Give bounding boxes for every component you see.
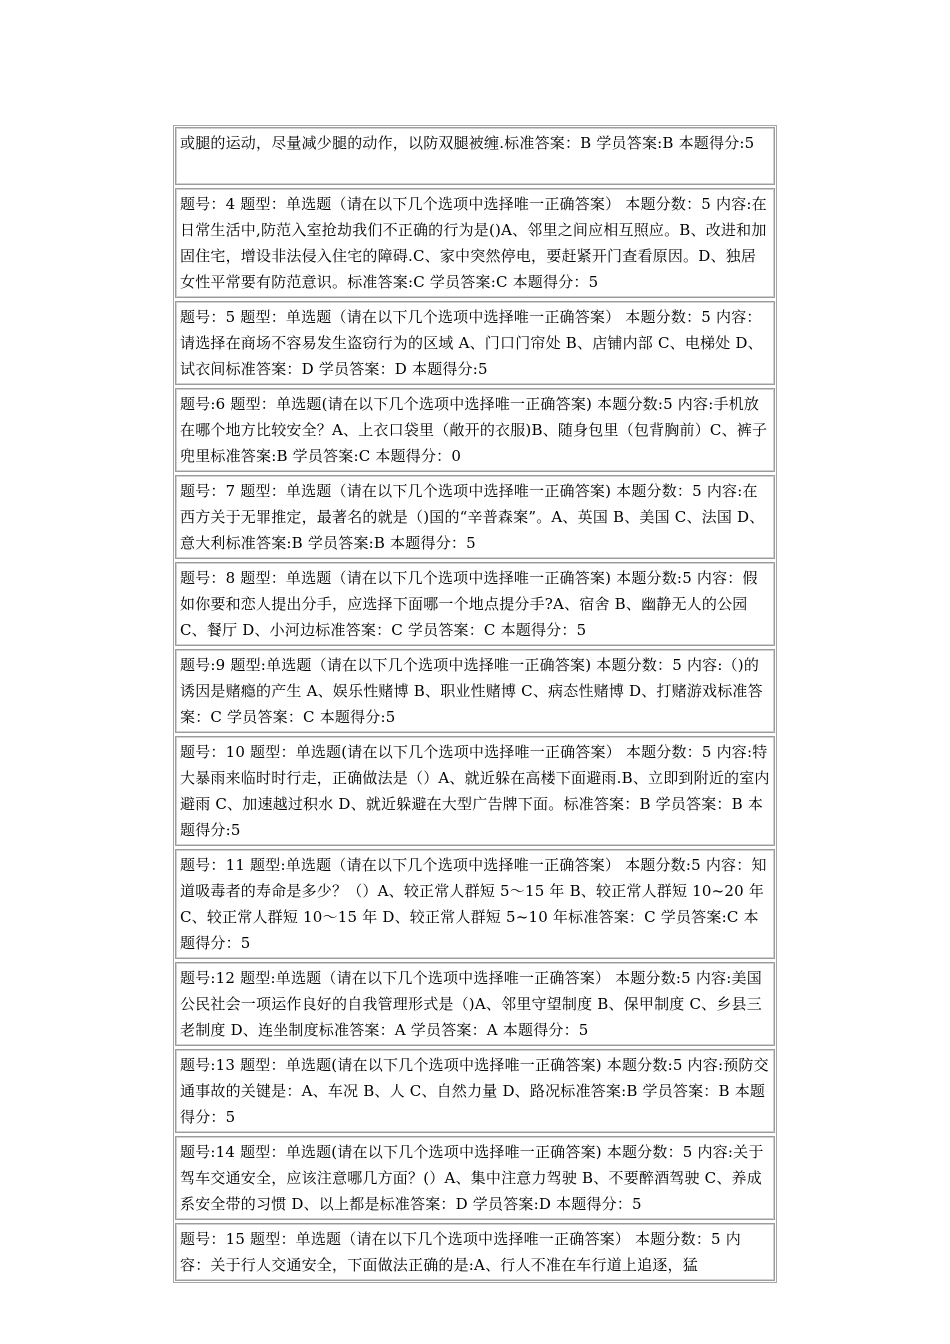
question-cell-13: 题号:13 题型：单选题(请在以下几个选项中选择唯一正确答案) 本题分数:5 内容:预防交通事故的关键是：A、车况 B、人 C、自然力量 D、路况标准答案:B 学员答案：B 本题得分：5 bbox=[175, 1049, 775, 1133]
question-cell-12: 题号:12 题型:单选题（请在以下几个选项中选择唯一正确答案） 本题分数:5 内容:美国公民社会一项运作良好的自我管理形式是（)A、邻里守望制度 B、保甲制度 C、乡县三老制度 D、连坐制度标准答案：A 学员答案：A 本题得分：5 bbox=[175, 962, 775, 1046]
question-cell-11: 题号：11 题型:单选题（请在以下几个选项中选择唯一正确答案） 本题分数:5 内容：知道吸毒者的寿命是多少？（）A、较正常人群短 5～15 年 B、较正常人群短 10~20 年 C、较正常人群短 10～15 年 D、较正常人群短 5~10 年标准答案：C 学员答案:C 本题得分：5 bbox=[175, 849, 775, 959]
question-table bbox=[173, 125, 777, 1283]
question-cell-5: 题号：5 题型：单选题（请在以下几个选项中选择唯一正确答案） 本题分数：5 内容：请选择在商场不容易发生盗窃行为的区域 A、门口门帘处 B、店铺内部 C、电梯处 D、试衣间标准答案：D 学员答案：D 本题得分:5 bbox=[175, 301, 775, 385]
question-cell-15: 题号：15 题型：单选题（请在以下几个选项中选择唯一正确答案） 本题分数：5 内容：关于行人交通安全，下面做法正确的是:A、行人不准在车行道上追逐，猛 bbox=[175, 1223, 775, 1281]
document-page bbox=[173, 125, 777, 1283]
question-cell-3-tail: 或腿的运动，尽量减少腿的动作，以防双腿被缠.标准答案：B 学员答案:B 本题得分:5 bbox=[175, 127, 775, 185]
question-cell-9: 题号:9 题型:单选题（请在以下几个选项中选择唯一正确答案) 本题分数：5 内容:（)的诱因是赌瘾的产生 A、娱乐性赌博 B、职业性赌博 C、病态性赌博 D、打赌游戏标准答案：C 学员答案：C 本题得分:5 bbox=[175, 649, 775, 733]
question-cell-7: 题号：7 题型：单选题（请在以下几个选项中选择唯一正确答案) 本题分数：5 内容:在西方关于无罪推定，最著名的就是（)国的“辛普森案”。A、英国 B、美国 C、法国 D、意大利标准答案:B 学员答案:B 本题得分：5 bbox=[175, 475, 775, 559]
question-cell-14: 题号:14 题型：单选题(请在以下几个选项中选择唯一正确答案) 本题分数：5 内容:关于驾车交通安全，应该注意哪几方面？(）A、集中注意力驾驶 B、不要醉酒驾驶 C、养成系安全带的习惯 D、以上都是标准答案：D 学员答案:D 本题得分：5 bbox=[175, 1136, 775, 1220]
question-cell-10: 题号：10 题型：单选题(请在以下几个选项中选择唯一正确答案） 本题分数：5 内容:特大暴雨来临时时行走，正确做法是（）A、就近躲在高楼下面避雨.B、立即到附近的室内避雨 C、加速越过积水 D、就近躲避在大型广告牌下面。标准答案：B 学员答案：B 本题得分:5 bbox=[175, 736, 775, 846]
question-cell-6: 题号:6 题型：单选题(请在以下几个选项中选择唯一正确答案) 本题分数:5 内容:手机放在哪个地方比较安全？A、上衣口袋里（敞开的衣服)B、随身包里（包背胸前）C、裤子兜里标准答案:B 学员答案:C 本题得分：0 bbox=[175, 388, 775, 472]
question-cell-8: 题号：8 题型：单选题（请在以下几个选项中选择唯一正确答案) 本题分数:5 内容：假如你要和恋人提出分手，应选择下面哪一个地点提分手?A、宿舍 B、幽静无人的公园 C、餐厅 D、小河边标准答案：C 学员答案：C 本题得分：5 bbox=[175, 562, 775, 646]
question-cell-4: 题号：4 题型：单选题（请在以下几个选项中选择唯一正确答案） 本题分数：5 内容:在日常生活中,防范入室抢劫我们不正确的行为是()A、邻里之间应相互照应。B、改进和加固住宅，增设非法侵入住宅的障碍.C、家中突然停电，要赶紧开门查看原因。D、独居女性平常要有防范意识。标准答案:C 学员答案:C 本题得分：5 bbox=[175, 188, 775, 298]
